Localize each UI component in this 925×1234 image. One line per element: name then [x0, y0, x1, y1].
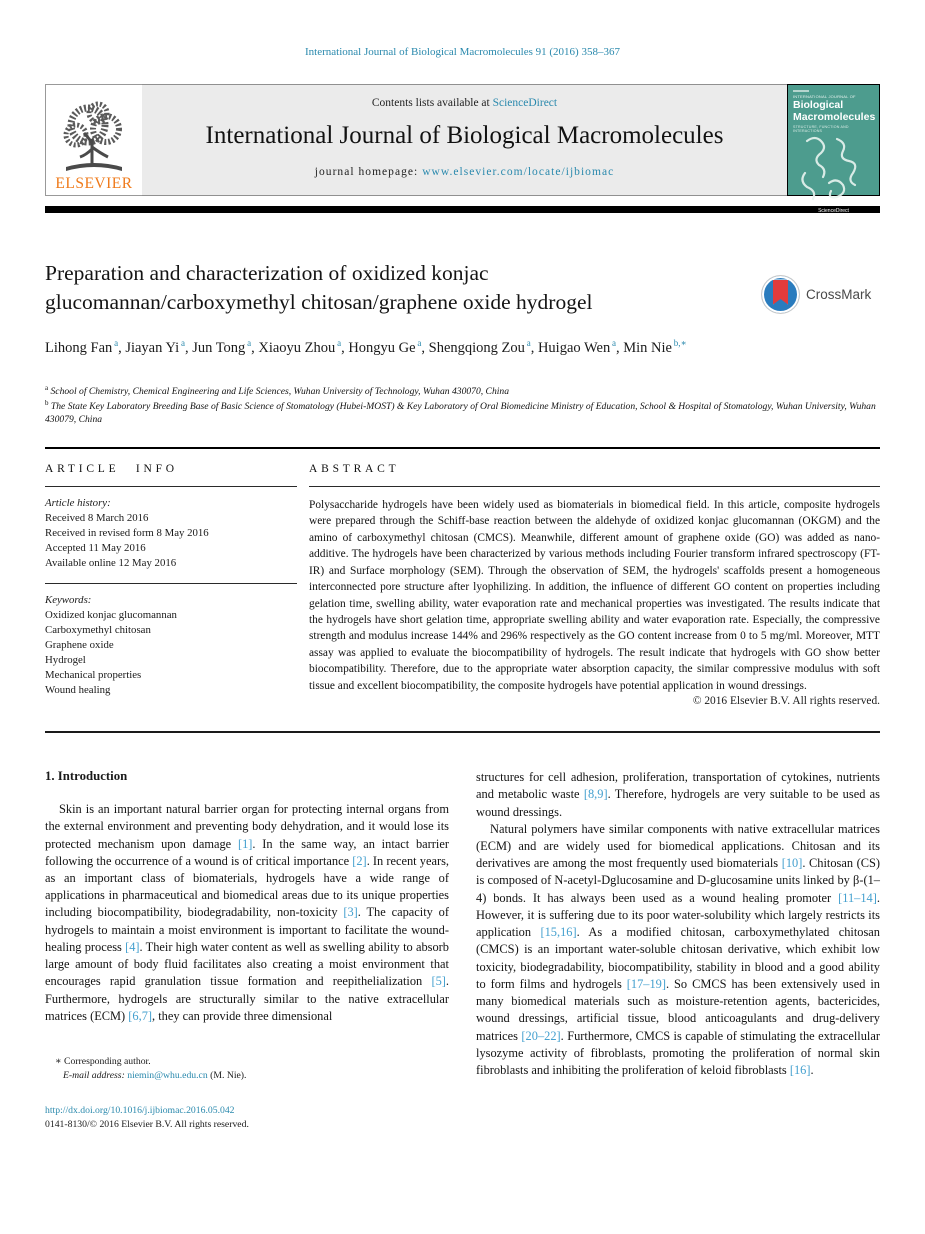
- author: Lihong Fan $^a$: [45, 338, 119, 357]
- author: Jiayan Yi $^a$: [125, 338, 185, 357]
- body-columns: [45, 769, 880, 1132]
- author: Huigao Wen $^a$: [537, 338, 617, 357]
- doi-block: [45, 1104, 449, 1132]
- citation-ref[interactable]: [1]: [237, 836, 253, 851]
- citation-ref[interactable]: [4]: [125, 939, 140, 954]
- keyword-item: Wound healing: [45, 684, 111, 697]
- section-heading-introduction: 1. Introduction: [45, 769, 128, 784]
- doi-link[interactable]: http://dx.doi.org/10.1016/j.ijbiomac.2016.05.042: [45, 1105, 235, 1117]
- affiliation-mark: a: [45, 383, 49, 392]
- citation-ref[interactable]: [17–19]: [626, 976, 666, 991]
- homepage-url-link[interactable]: www.elsevier.com/locate/ijbiomac: [422, 166, 615, 178]
- affiliation: $^a$ School of Chemistry, Chemical Engineering and Life Sciences, Wuhan University of Technology, Wuhan 430070, China: [45, 383, 510, 397]
- citation-ref[interactable]: [16]: [789, 1063, 811, 1078]
- abstract-text: Polysaccharide hydrogels have been widely used as biomaterials in biomedical field. In this article, composite hydrogels were prepared through the Schiff-base reaction between the aldehyde of oxidized konjac glucomannan (OKGM) and the amino of carboxymethyl chitosan (CMCS). Meanwhile, different amount of graphene oxide (GO) was added as nano-additive. The hydrogels have been characterized by various methods including Fourier transform infrared spectroscopy (FT-IR) and Surface morphology (SEM). Through the observation of SEM, the hydrogels' scaffolds present a homogeneous interconnected pore structure after lyophilizing. In addition, the influence of different GO content on properties including gelation time, swelling ability, water evaporation rate and mechanical properties was investigated. The results indicate that the hydrogels have short gelation time, appropriate swelling ability and water evaporation rate. Especially, the compressive strength and modulus increase 144% and 296% respectively as the GO content increase from 0 to 5 mg/ml. Moreover, MTT assay was applied to evaluate the biocompatibility of hydrogels. The result indicate that hydrogels with GO show better biocompatibility. Therefore, due to the appropriate water absorption capacity, the similar compressive modulus with soft tissue and excellent biocompatibility, the composite hydrogels have potential application in wound dressings.: [309, 498, 880, 692]
- info-abstract-section: [45, 463, 880, 707]
- abstract-copyright: © 2016 Elsevier B.V. All rights reserved.: [692, 695, 880, 708]
- author: Xiaoyu Zhou $^a$: [258, 338, 342, 357]
- cover-footer-text: ScienceDirect: [818, 208, 849, 215]
- keyword-item: Oxidized konjac glucomannan: [45, 608, 177, 621]
- contents-prefix: Contents lists available at: [371, 97, 493, 109]
- body-paragraph: structures for cell adhesion, proliferation, transportation of cytokines, nutrients and metabolic waste [8,9]. Therefore, hydrogels are very suitable to be used as wound dressings.: [476, 770, 881, 819]
- footnotes: [45, 1055, 449, 1132]
- citation-ref[interactable]: [2]: [352, 853, 367, 868]
- author-affiliation-mark: a: [524, 338, 531, 349]
- masthead-divider-bar: [45, 206, 880, 213]
- sciencedirect-link[interactable]: ScienceDirect: [492, 97, 558, 109]
- keywords-label: Keywords:: [45, 593, 92, 606]
- article-history-list: [45, 511, 297, 571]
- article-history-label: Article history:: [45, 496, 111, 509]
- author: Shengqiong Zou $^a$: [428, 338, 531, 357]
- body-column-right: [476, 769, 880, 1132]
- citation-ref[interactable]: [10]: [781, 856, 803, 871]
- author: Hongyu Ge $^a$: [348, 338, 422, 357]
- abstract-column: [309, 463, 880, 707]
- article-title: Preparation and characterization of oxidized konjac glucomannan/carboxymethyl chitosan/graphene oxide hydrogel: [45, 261, 593, 314]
- article-info-heading: ARTICLE INFO: [45, 462, 178, 475]
- citation-ref[interactable]: [3]: [343, 905, 358, 920]
- cover-title-line1: Biological: [793, 99, 844, 111]
- homepage-line: [142, 166, 787, 178]
- email-suffix: (M. Nie).: [207, 1070, 247, 1082]
- cover-title: [793, 100, 874, 123]
- email-link[interactable]: niemin@whu.edu.cn: [127, 1070, 208, 1082]
- keyword-item: Hydrogel: [45, 653, 86, 666]
- keyword-item: Carboxymethyl chitosan: [45, 623, 151, 636]
- affiliation: $^b$ The State Key Laboratory Breeding Base of Basic Science of Stomatology (Hubei-MOST) & Key Laboratory of Oral Biomedicine Ministry of Education, School & Hospital of Stomatology, Wuhan University, Wuhan 430079, China: [45, 398, 876, 426]
- affiliation-mark: b: [45, 398, 49, 407]
- author-affiliation-mark: a: [335, 338, 342, 349]
- citation-ref[interactable]: [6,7]: [128, 1008, 153, 1023]
- history-item: Received in revised form 8 May 2016: [45, 527, 209, 540]
- body-column-left: [45, 769, 449, 1132]
- contents-line: [142, 97, 787, 109]
- author: Jun Tong $^a$: [192, 338, 252, 357]
- citation-ref[interactable]: [11–14]: [838, 890, 877, 905]
- keywords-list: [45, 608, 297, 699]
- corresponding-author-note: ∗ Corresponding author.: [55, 1056, 151, 1068]
- author-affiliation-mark: a: [112, 338, 119, 349]
- history-item: Accepted 11 May 2016: [45, 542, 146, 555]
- crossmark-label: CrossMark: [806, 286, 872, 302]
- journal-reference-line: International Journal of Biological Macromolecules 91 (2016) 358–367: [305, 46, 620, 58]
- masthead-journal-title: International Journal of Biological Macromolecules: [205, 122, 724, 149]
- author-affiliation-mark: a: [610, 338, 617, 349]
- cover-title-line2: Macromolecules: [793, 110, 876, 123]
- article-info-rule: [45, 486, 297, 487]
- abstract-rule: [309, 486, 880, 487]
- affiliation-list: [45, 384, 880, 427]
- citation-ref[interactable]: [8,9]: [583, 787, 608, 802]
- intro-paragraphs-left: [45, 801, 449, 1025]
- cover-top-text: INTERNATIONAL JOURNAL OF: [793, 94, 856, 99]
- body-paragraph: Natural polymers have similar components with native extracellular matrices (ECM) and are widely used for biomedical applications. Chitosan and its derivatives are among the most frequently used biomaterials [10]. Chitosan (CS) is composed of N-acetyl-Dglucosamine and D-glucosamine units linked by β-(1–4) bonds. It has always been used as a wound healing promoter [11–14]. However, it is suffering due to its poor water-solubility which largely restricts its application [15,16]. As a modified chitosan, carboxymethylated chitosan (CMCS) is an important water-soluble chitosan derivative, which exhibit low toxicity, biodegradability, biocompatibility, stability in blood and a good ability to form films and hydrogels [17–19]. So CMCS has been extensively used in many biomedical materials such as moisture-retention agents, bactericides, wound dressings, artificial tissue, blood anticoagulants and drug-delivery matrices [20–22]. Furthermore, CMCS is capable of stimulating the extracellular lysozyme activity of fibroblasts, promoting the proliferation of normal skin fibroblasts and inhibiting the proliferation of keloid fibroblasts [16].: [476, 821, 880, 1078]
- title-block: [45, 259, 762, 360]
- journal-cover-thumbnail[interactable]: [787, 84, 880, 215]
- paper-page: [45, 0, 880, 1132]
- crossmark-icon: [762, 276, 799, 313]
- history-item: Available online 12 May 2016: [45, 557, 177, 570]
- rule-above-info: [45, 447, 880, 449]
- author-list: Lihong Fan $^a$, Jiayan Yi $^a$, Jun Tong $^a$, Xiaoyu Zhou $^a$, Hongyu Ge $^a$, Shengqiong Zou $^a$, Huigao Wen $^a$, Min Nie $^{b,∗}$: [45, 338, 687, 357]
- article-info-column: [45, 463, 297, 707]
- citation-ref[interactable]: [15,16]: [540, 925, 577, 940]
- history-item: Received 8 March 2016: [45, 512, 149, 525]
- keyword-item: Mechanical properties: [45, 669, 142, 682]
- keywords-rule: [45, 583, 297, 584]
- cover-subtitle: STRUCTURE, FUNCTION AND INTERACTIONS: [793, 125, 849, 134]
- homepage-label: journal homepage:: [314, 166, 423, 178]
- author: Min Nie $^{b,∗}$: [623, 338, 687, 357]
- author-affiliation-mark: b,∗: [672, 338, 687, 349]
- abstract-heading: ABSTRACT: [309, 462, 400, 475]
- elsevier-wordmark: ELSEVIER: [55, 175, 133, 192]
- cover-molecule-art: [793, 133, 874, 208]
- email-label: E-mail address:: [63, 1070, 128, 1082]
- elsevier-tree-icon: [58, 99, 130, 177]
- crossmark-ribbon-icon: [773, 280, 788, 305]
- intro-paragraphs-right: [476, 769, 880, 1079]
- crossmark-badge[interactable]: [762, 273, 880, 315]
- citation-ref[interactable]: [5]: [431, 974, 446, 989]
- keyword-item: Graphene oxide: [45, 638, 114, 651]
- rule-below-abstract: [45, 731, 880, 733]
- email-line: [45, 1069, 449, 1083]
- citation-ref[interactable]: [20–22]: [521, 1028, 561, 1043]
- author-affiliation-mark: a: [245, 338, 252, 349]
- masthead: [45, 84, 880, 215]
- author-affiliation-mark: a: [415, 338, 422, 349]
- elsevier-logo[interactable]: [45, 84, 142, 196]
- title-row: [45, 259, 880, 360]
- body-paragraph: Skin is an important natural barrier organ for protecting internal organs from the external environment and preventing body dehydration, and it would lose its protected mechanism upon damage [1]. In the same way, an intact barrier following the occurrence of a wound is of critical importance [2]. In recent years, as an important class of biomaterials, hydrogels have a wide range of applications in pharmaceutical and biomedical areas due to its unique properties including biocompatibility, biodegradability, non-toxicity [3]. The capacity of hydrogels to maintain a moist environment is important to facilitate the wound-healing process [4]. Their high water content as well as swelling ability to absorb large amount of body fluid facilitates also creating a moist environment that encourages rapid granulation tissue formation and reepithelialization [5]. Furthermore, hydrogels are structurally similar to the native extracellular matrices (ECM) [6,7], they can provide three dimensional: [45, 802, 449, 1023]
- masthead-center: [142, 84, 787, 196]
- author-affiliation-mark: a: [179, 338, 185, 349]
- cover-publisher-mark: [793, 90, 809, 92]
- issn-copyright-line: 0141-8130/© 2016 Elsevier B.V. All rights reserved.: [45, 1119, 249, 1131]
